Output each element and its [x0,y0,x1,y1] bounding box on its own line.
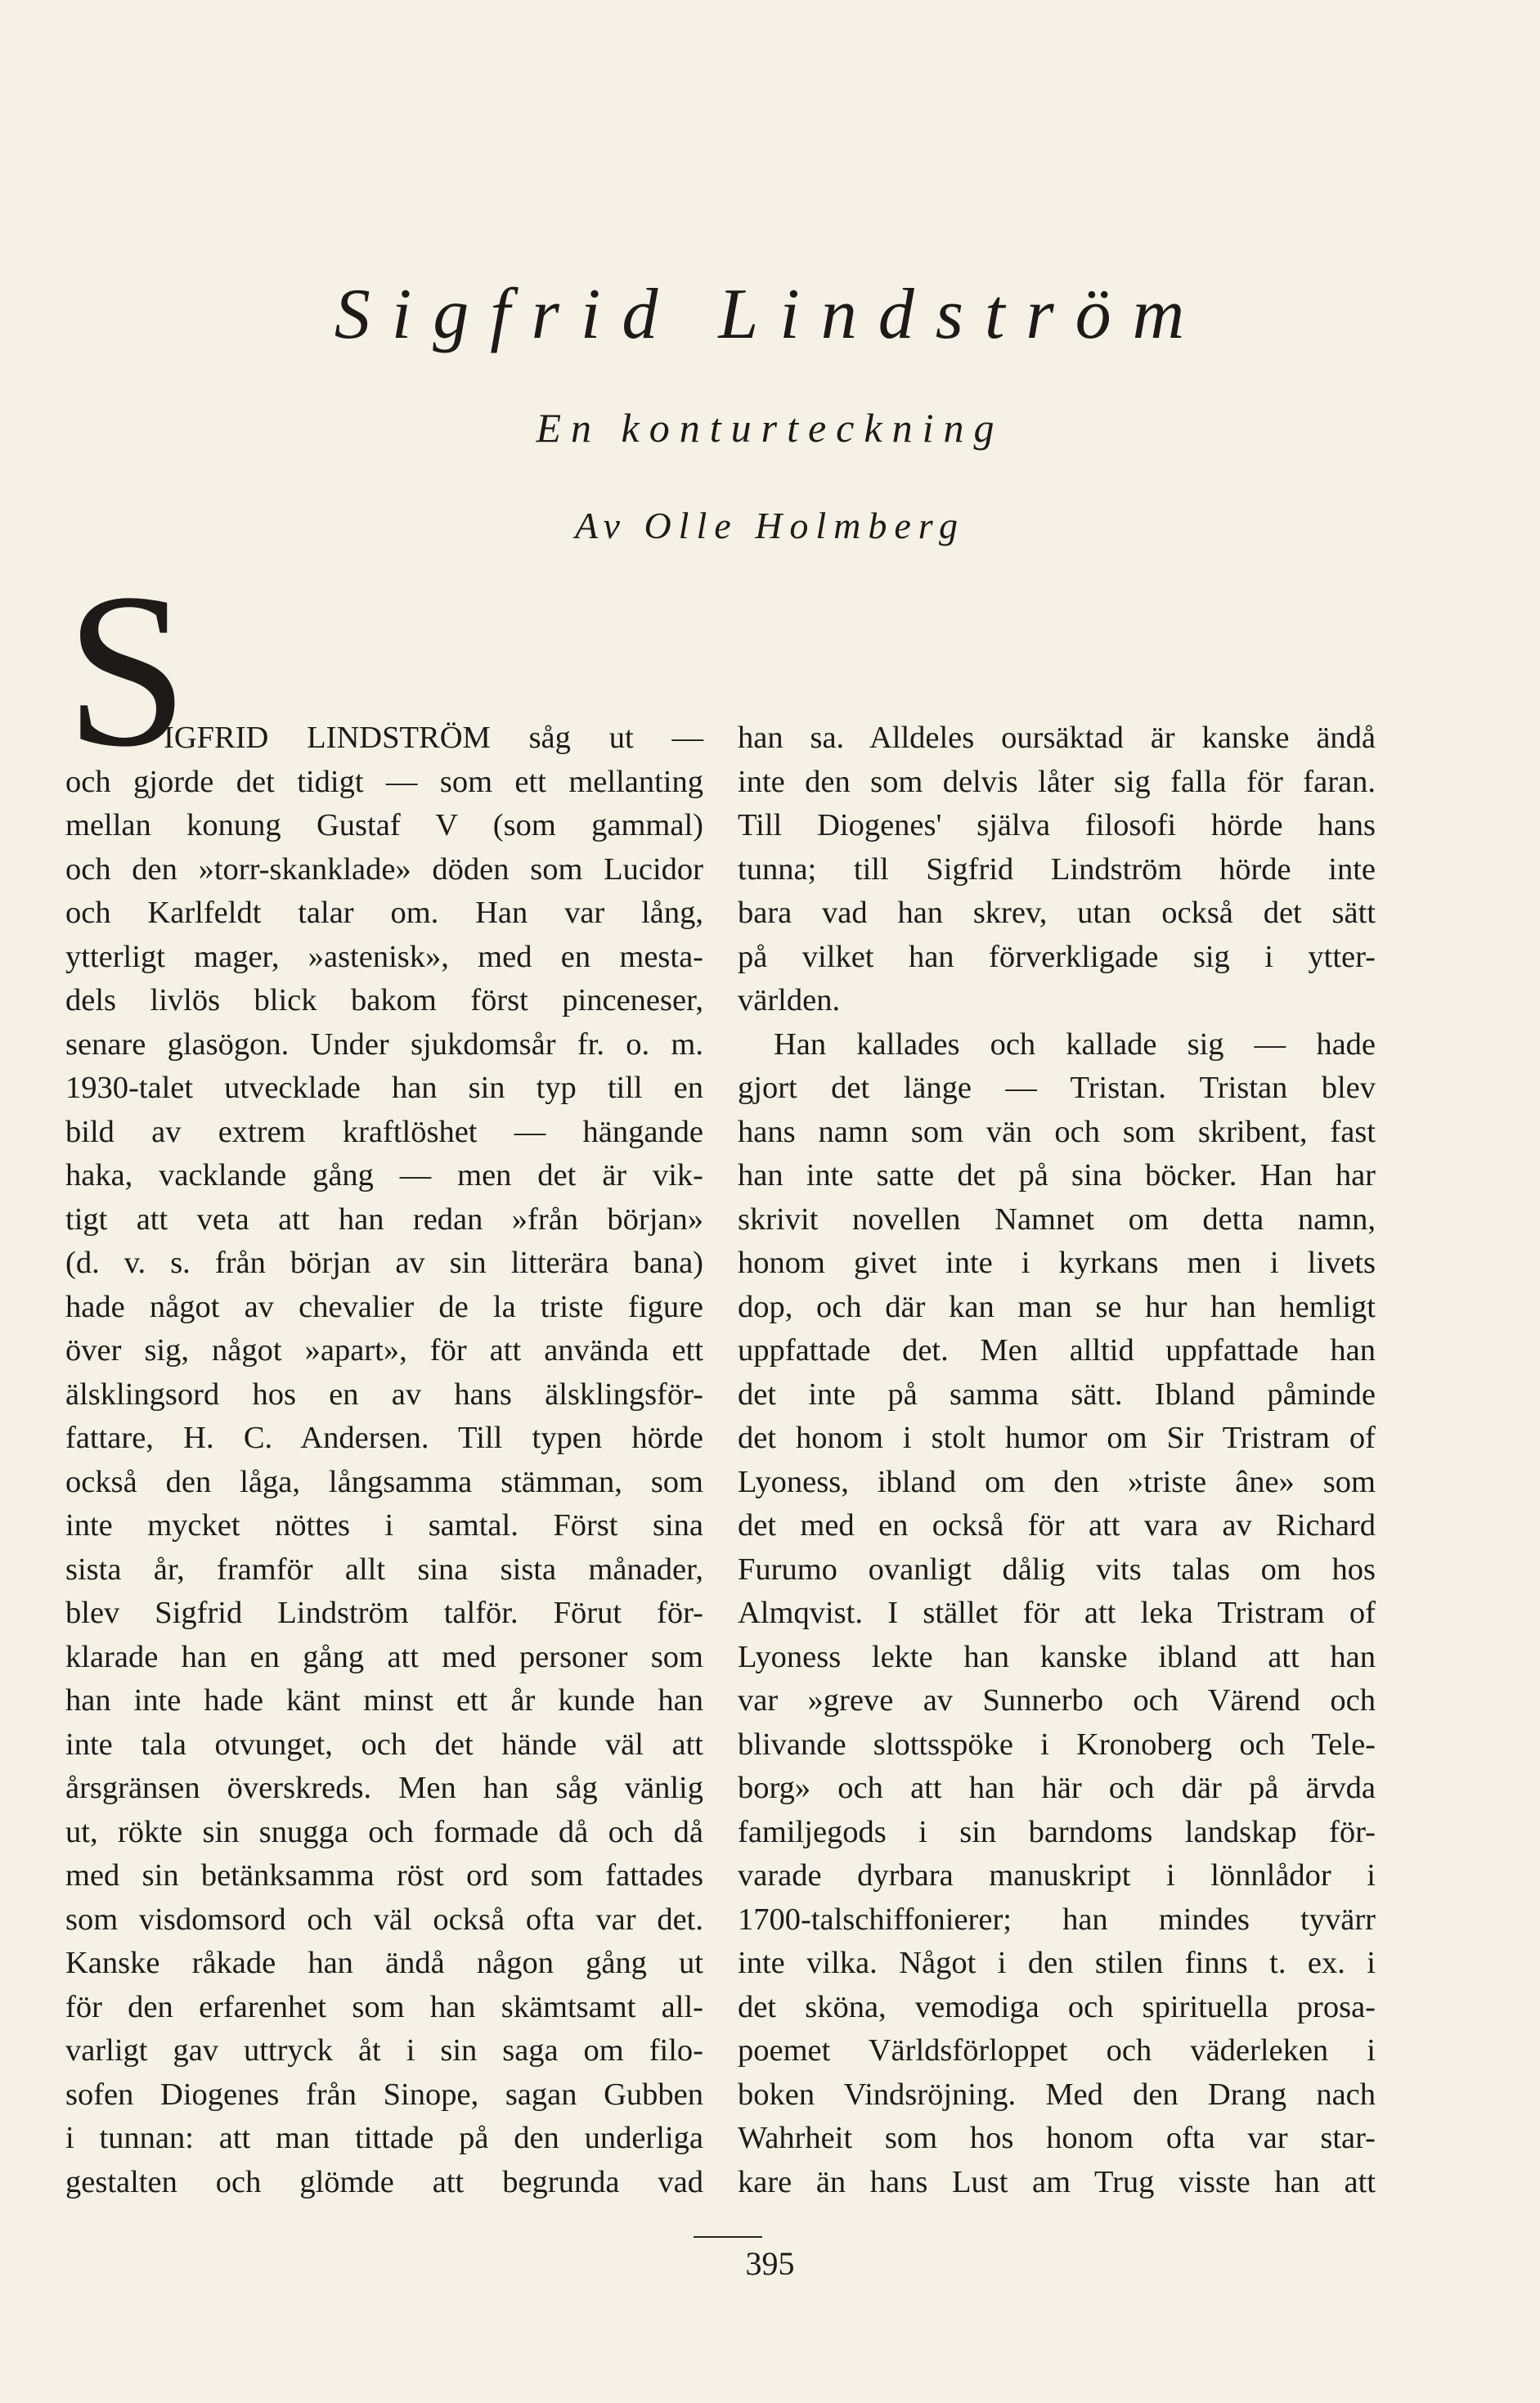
text-line: som visdomsord och väl också ofta var det. [65,1902,703,1937]
text-line: det med en också för att vara av Richard [738,1508,1376,1543]
text-line: för den erfarenhet som han skämtsamt all- [65,1989,703,2024]
left-column [65,716,703,2204]
text-line: klarade han en gång att med personer som [65,1639,703,1674]
right-column [738,716,1376,2204]
text-line: (d. v. s. från början av sin litterära bana) [65,1246,703,1280]
text-line: uppfattade det. Men alltid uppfattade han [738,1333,1376,1368]
text-line: Till Diogenes' själva filosofi hörde hans [738,808,1376,842]
text-line: och Karlfeldt talar om. Han var lång, [65,896,703,930]
text-line: kare än hans Lust am Trug visste han att [738,2164,1376,2199]
text-line: inte mycket nöttes i samtal. Först sina [65,1508,703,1543]
text-line: mellan konung Gustaf V (som gammal) [65,808,703,842]
article-byline: Av Olle Holmberg [574,505,965,546]
text-line: med sin betänksamma röst ord som fattades [65,1858,703,1893]
text-line: och den »torr-skanklade» döden som Lucidor [65,851,703,887]
text-line: världen. [738,983,841,1017]
text-line: inte den som delvis låter sig falla för faran. [738,764,1376,799]
text-line: varade dyrbara manuskript i lönnlådor i [738,1858,1376,1893]
text-line: inte tala otvunget, och det hände väl att [65,1727,703,1762]
text-line: familjegods i sin barndoms landskap för- [738,1814,1376,1849]
text-line: honom givet inte i kyrkans men i livets [738,1246,1376,1280]
text-line: hade något av chevalier de la triste figure [65,1289,703,1324]
text-line: bara vad han skrev, utan också det sätt [738,896,1376,930]
text-line: Lyoness lekte han kanske ibland att han [738,1639,1376,1674]
text-line: gestalten och glömde att begrunda vad [65,2164,703,2199]
text-line: han inte satte det på sina böcker. Han har [738,1158,1376,1193]
text-line: IGFRID LINDSTRÖM såg ut — [164,721,703,755]
text-line: dels livlös blick bakom först pinceneser, [65,983,703,1017]
text-line: blivande slottsspöke i Kronoberg och Tele- [738,1727,1376,1762]
text-line: Furumo ovanligt dålig vits talas om hos [738,1552,1376,1587]
text-line: 1700-talschiffonierer; han mindes tyvärr [738,1902,1376,1937]
text-line: ut, rökte sin snugga och formade då och då [65,1814,703,1849]
text-line: 1930-talet utvecklade han sin typ till en [65,1071,703,1105]
text-line: tigt att veta att han redan »från början» [65,1202,703,1237]
text-line: Almqvist. I stället för att leka Tristram of [738,1596,1376,1630]
text-line: årsgränsen överskreds. Men han såg vänlig [65,1771,703,1805]
text-line: hans namn som vän och som skribent, fast [738,1114,1376,1149]
text-line: han sa. Alldeles oursäktad är kanske ändå [738,721,1376,755]
text-line: boken Vindsröjning. Med den Drang nach [738,2077,1376,2112]
text-line: gjort det länge — Tristan. Tristan blev [738,1071,1376,1105]
text-line: poemet Världsförloppet och väderleken i [738,2033,1376,2068]
text-line: Han kallades och kallade sig — hade [774,1026,1376,1062]
article-subtitle: En konturteckning [536,405,1004,451]
page-number: 395 [745,2245,795,2282]
text-line: det sköna, vemodiga och spirituella prosa- [738,1989,1376,2024]
text-line: han inte hade känt minst ett år kunde han [65,1683,703,1718]
text-line: på vilket han förverkligade sig i ytter- [738,939,1376,974]
text-line: i tunnan: att man tittade på den underliga [65,2121,703,2155]
page-number-rule [694,2236,762,2238]
text-line: varligt gav uttryck åt i sin saga om filo- [65,2033,703,2068]
text-line: tunna; till Sigfrid Lindström hörde inte [738,851,1376,887]
text-line: senare glasögon. Under sjukdomsår fr. o. m. [65,1026,703,1062]
text-line: Kanske råkade han ändå någon gång ut [65,1946,703,1980]
text-line: älsklingsord hos en av hans älsklingsför- [65,1377,703,1412]
text-line: var »greve av Sunnerbo och Värend och [738,1683,1376,1718]
text-line: och gjorde det tidigt — som ett mellanting [65,764,703,799]
text-line: också den låga, långsamma stämman, som [65,1464,703,1499]
article-title: Sigfrid Lindström [334,275,1206,354]
text-line: skrivit novellen Namnet om detta namn, [738,1202,1376,1237]
text-line: fattare, H. C. Andersen. Till typen hörde [65,1421,703,1455]
text-line: det honom i stolt humor om Sir Tristram of [738,1421,1376,1455]
text-line: det inte på samma sätt. Ibland påminde [738,1377,1376,1412]
text-line: blev Sigfrid Lindström talför. Förut för- [65,1596,703,1630]
text-line: borg» och att han här och där på ärvda [738,1771,1376,1805]
text-line: Wahrheit som hos honom ofta var star- [738,2121,1376,2155]
text-line: Lyoness, ibland om den »triste âne» som [738,1464,1376,1499]
text-line: inte vilka. Något i den stilen finns t. ex. i [738,1946,1376,1980]
text-line: dop, och där kan man se hur han hemligt [738,1289,1376,1324]
text-line: ytterligt mager, »astenisk», med en mesta- [65,939,703,974]
drop-cap: S [65,548,189,793]
text-line: bild av extrem kraftlöshet — hängande [65,1114,703,1149]
text-line: sofen Diogenes från Sinope, sagan Gubben [65,2077,703,2112]
text-line: över sig, något »apart», för att använda ett [65,1333,703,1368]
text-line: sista år, framför allt sina sista månader, [65,1552,703,1587]
text-line: haka, vacklande gång — men det är vik- [65,1158,703,1193]
